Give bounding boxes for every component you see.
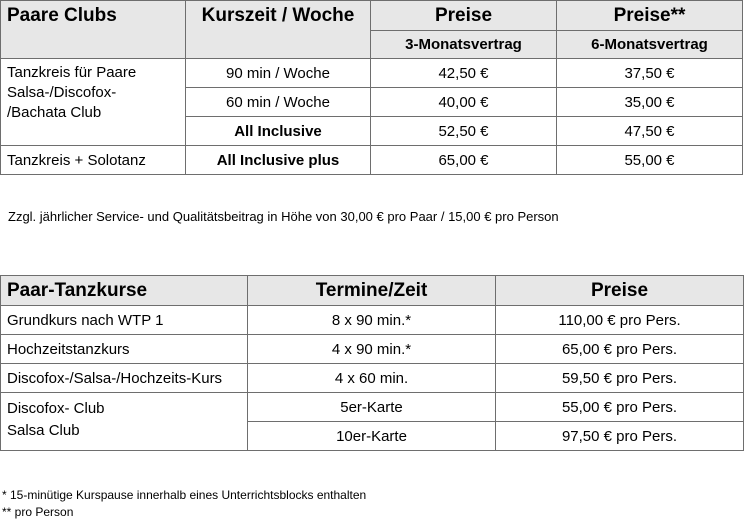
group-name-line: Salsa-/Discofox-: [7, 84, 117, 101]
footnote-course-break: * 15-minütige Kurspause innerhalb eines Unterrichtsblocks enthalten: [2, 488, 367, 502]
time-cell: All Inclusive: [186, 117, 371, 146]
service-fee-note: Zzgl. jährlicher Service- und Qualitätsbeitrag in Höhe von 30,00 € pro Paar / 15,00 € pro Person: [8, 209, 559, 224]
subheader-6-monatsvertrag: 6-Monatsvertrag: [557, 31, 743, 59]
table-row: [1, 146, 743, 175]
price-3-cell: 52,50 €: [371, 117, 557, 146]
price-cell: 59,50 € pro Pers.: [496, 364, 744, 393]
header-preise: Preise: [371, 1, 557, 31]
time-cell: All Inclusive plus: [186, 146, 371, 175]
footnotes: [2, 487, 366, 521]
time-cell: 4 x 90 min.*: [248, 335, 496, 364]
header-preise-star: Preise**: [557, 1, 743, 31]
price-6-cell: 37,50 €: [557, 59, 743, 88]
group-name-line: /Bachata Club: [7, 104, 102, 121]
club-name-line: Discofox- Club: [7, 400, 105, 417]
table-row: [1, 59, 743, 88]
price-cell: 55,00 € pro Pers.: [496, 393, 744, 422]
table-row: [1, 393, 744, 422]
club-name-line: Salsa Club: [7, 422, 80, 439]
price-6-cell: 55,00 €: [557, 146, 743, 175]
clubs-price-table: [0, 0, 743, 175]
table-row: [1, 335, 744, 364]
group-name-cell: [1, 59, 186, 146]
time-cell: 60 min / Woche: [186, 88, 371, 117]
header-paar-tanzkurse: Paar-Tanzkurse: [1, 276, 248, 306]
time-cell: 4 x 60 min.: [248, 364, 496, 393]
name-cell: Tanzkreis + Solotanz: [1, 146, 186, 175]
price-cell: 97,50 € pro Pers.: [496, 422, 744, 451]
courses-price-table: [0, 275, 744, 451]
price-cell: 65,00 € pro Pers.: [496, 335, 744, 364]
table-row: [1, 364, 744, 393]
time-cell: 5er-Karte: [248, 393, 496, 422]
course-name-cell: Hochzeitstanzkurs: [1, 335, 248, 364]
header-paare-clubs: Paare Clubs: [1, 1, 186, 59]
time-cell: 10er-Karte: [248, 422, 496, 451]
price-6-cell: 35,00 €: [557, 88, 743, 117]
course-name-cell: Grundkurs nach WTP 1: [1, 306, 248, 335]
price-3-cell: 42,50 €: [371, 59, 557, 88]
price-3-cell: 65,00 €: [371, 146, 557, 175]
footnote-per-person: ** pro Person: [2, 505, 74, 519]
header-kurszeit: Kurszeit / Woche: [186, 1, 371, 59]
price-3-cell: 40,00 €: [371, 88, 557, 117]
header-termine-zeit: Termine/Zeit: [248, 276, 496, 306]
price-cell: 110,00 € pro Pers.: [496, 306, 744, 335]
subheader-3-monatsvertrag: 3-Monatsvertrag: [371, 31, 557, 59]
group-name-line: Tanzkreis für Paare: [7, 64, 137, 81]
price-6-cell: 47,50 €: [557, 117, 743, 146]
time-cell: 8 x 90 min.*: [248, 306, 496, 335]
table-row: [1, 306, 744, 335]
club-name-cell: [1, 393, 248, 451]
course-name-cell: Discofox-/Salsa-/Hochzeits-Kurs: [1, 364, 248, 393]
header-preise: Preise: [496, 276, 744, 306]
time-cell: 90 min / Woche: [186, 59, 371, 88]
